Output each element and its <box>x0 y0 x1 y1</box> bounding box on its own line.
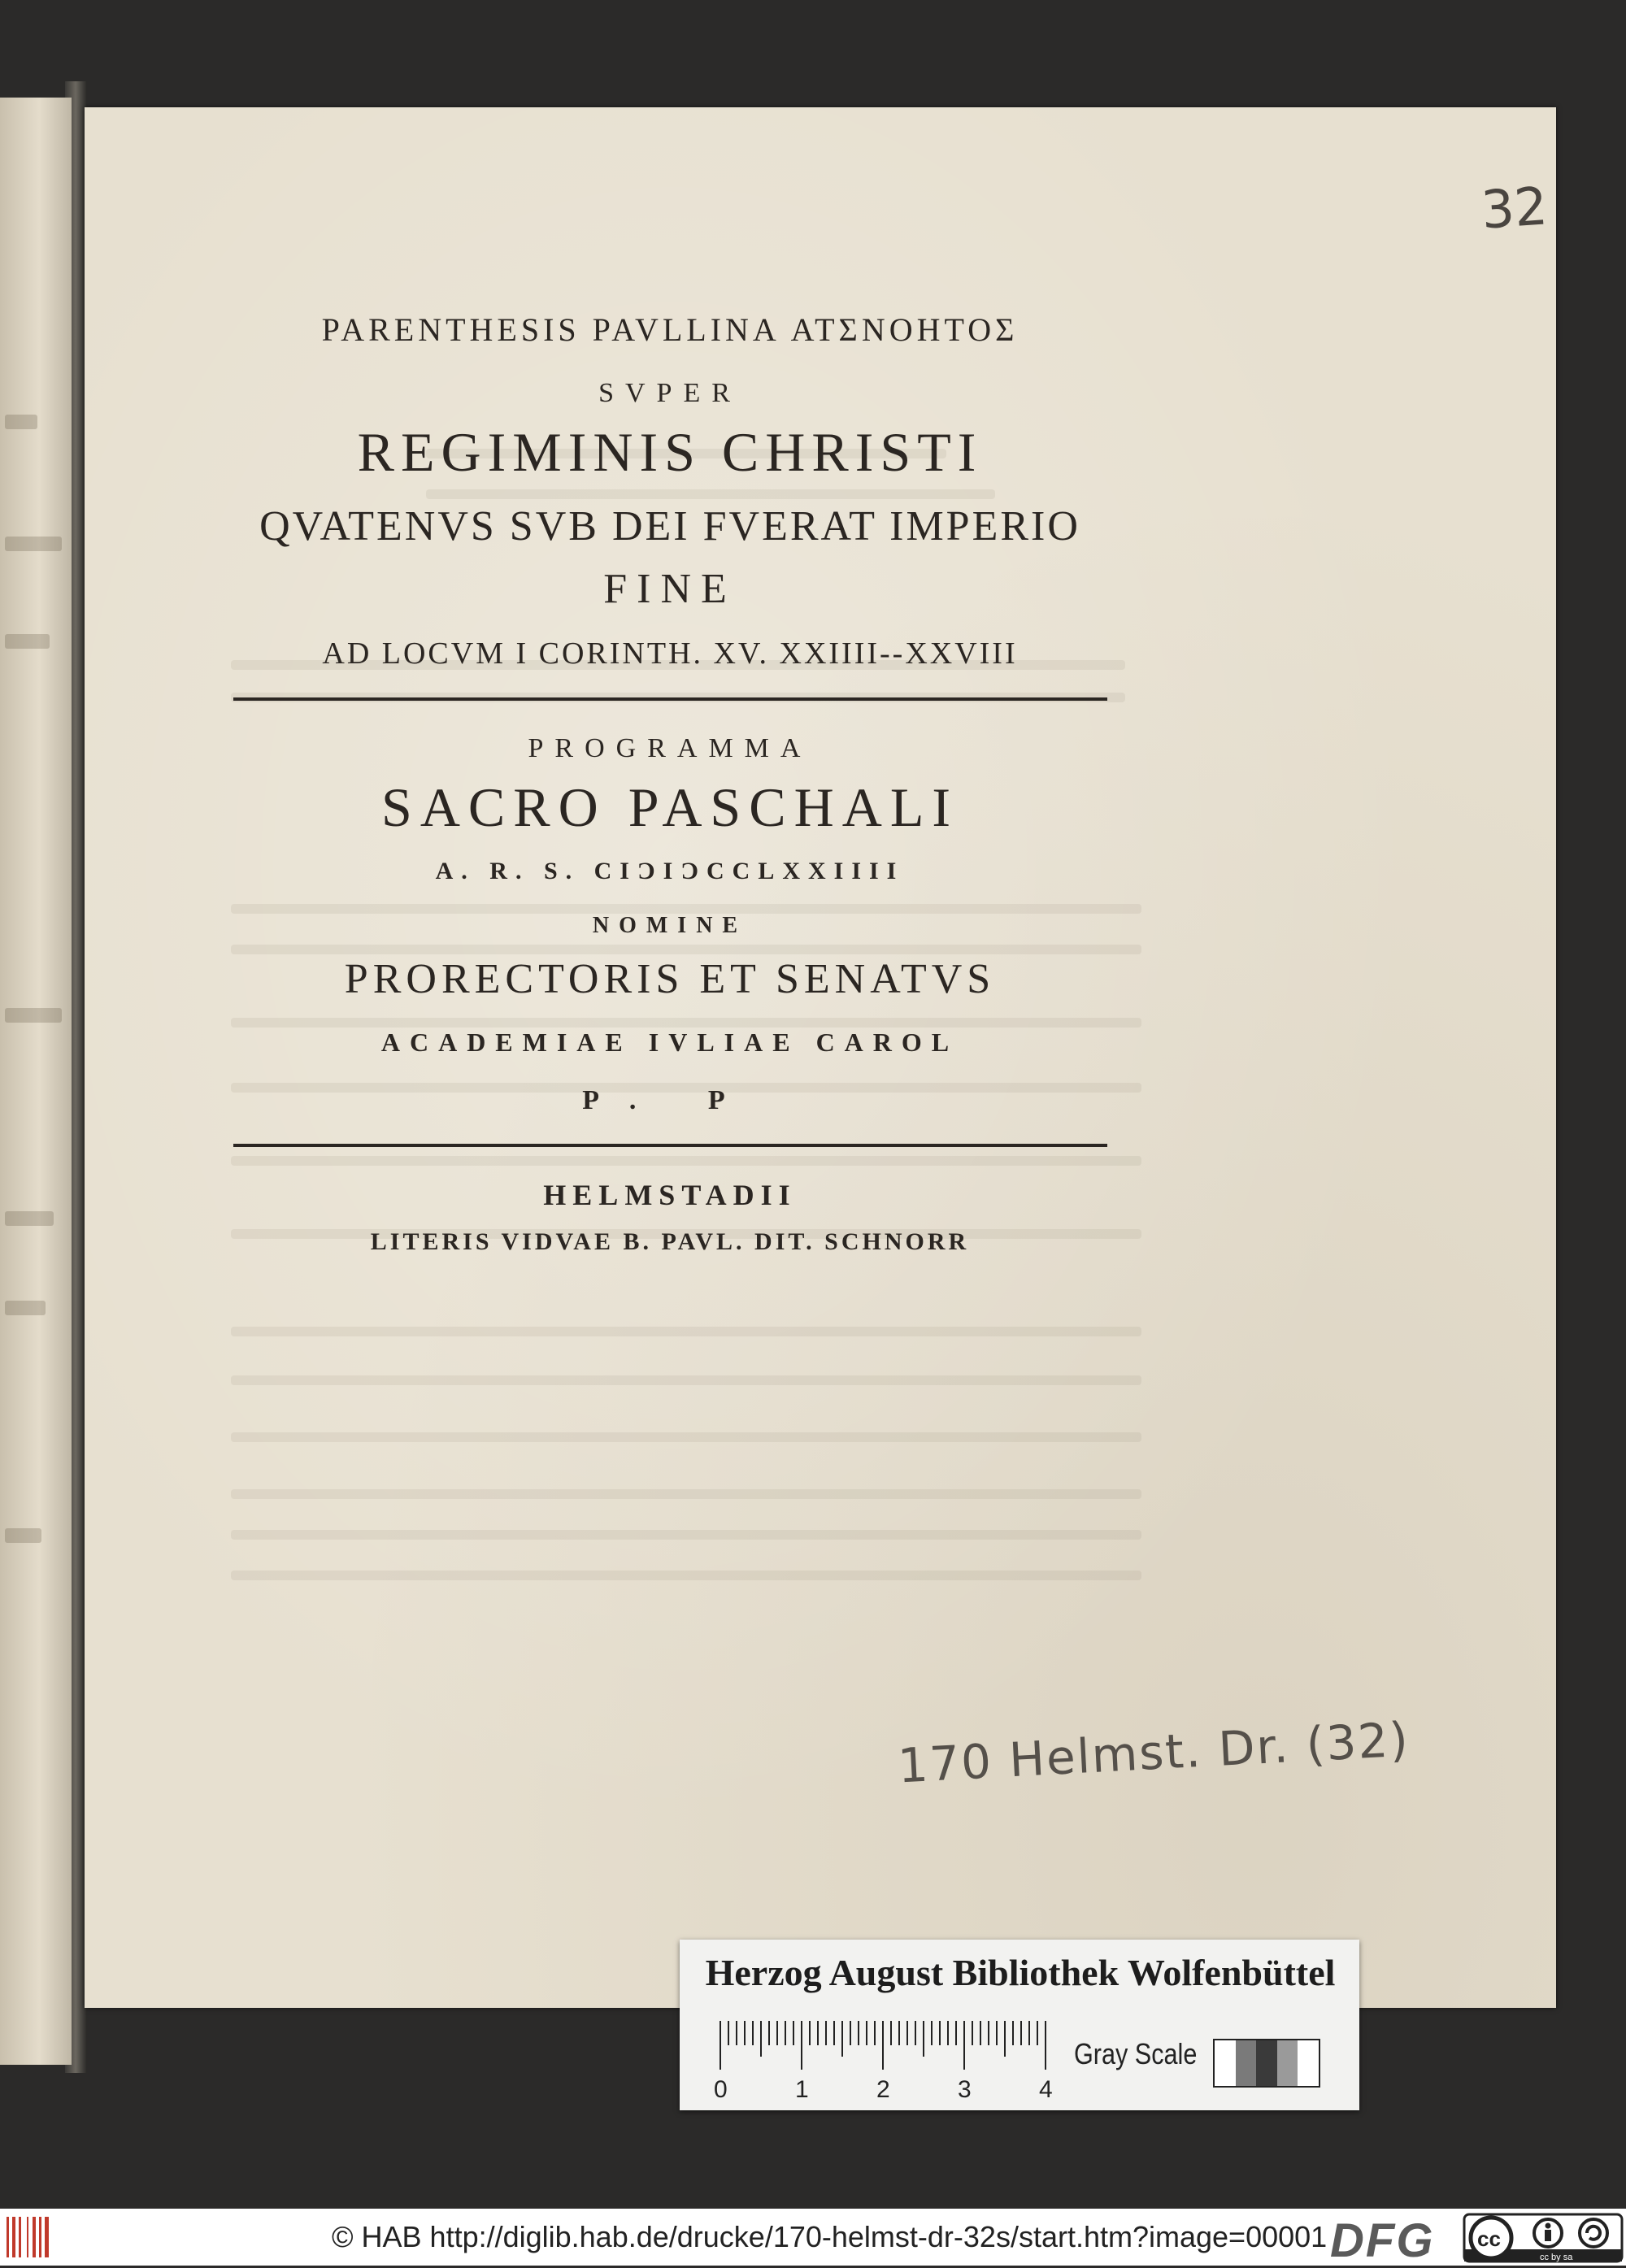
left-page-bleed <box>5 1528 41 1543</box>
barcode-bar <box>7 2217 9 2257</box>
barcode-icon <box>7 2217 65 2257</box>
barcode-bar <box>19 2217 21 2257</box>
imprint-line: HELMSTADII <box>543 1179 797 1211</box>
title-line: AD LOCVM I CORINTH. XV. XXIIII--XXVIII <box>322 637 1018 671</box>
title-line: PARENTHESIS PAVLLINA ΑΤΣΝΟΗΤΟΣ <box>321 311 1019 348</box>
color-target-card <box>680 1940 1359 2110</box>
footer-bar <box>0 2209 1626 2266</box>
bleed-through <box>231 1530 1141 1540</box>
barcode-bar <box>45 2217 49 2257</box>
barcode-bar <box>39 2217 41 2257</box>
horizontal-rule <box>233 697 1107 701</box>
gray-swatch <box>1215 2040 1236 2086</box>
cc-license-icon <box>1463 2214 1623 2262</box>
bleed-through <box>231 1375 1141 1385</box>
ruler-number: 3 <box>958 2076 972 2103</box>
svg-text:cc: cc <box>1477 2227 1501 2251</box>
left-page-bleed <box>5 1211 54 1226</box>
title-line: REGIMINIS CHRISTI <box>357 421 983 483</box>
ruler-number: 4 <box>1039 2076 1053 2103</box>
title-page <box>85 107 1556 2008</box>
gray-swatch <box>1236 2040 1257 2086</box>
left-page-bleed <box>5 634 50 649</box>
license-text: cc by sa <box>1540 2253 1573 2262</box>
ruler-number: 1 <box>795 2076 809 2103</box>
imprint-line: LITERIS VIDVAE B. PAVL. DIT. SCHNORR <box>370 1228 970 1255</box>
title-line: QVATENVS SVB DEI FVERAT IMPERIO <box>259 503 1080 550</box>
ruler-number: 0 <box>714 2076 728 2103</box>
left-page-bleed <box>5 1008 62 1023</box>
title-line: P. P <box>582 1085 758 1115</box>
title-line: PROGRAMMA <box>528 733 812 763</box>
gray-swatch <box>1256 2040 1277 2086</box>
target-title: Herzog August Bibliothek Wolfenbüttel <box>705 1952 1336 1993</box>
barcode-bar <box>27 2217 28 2257</box>
gray-scale-label: Gray Scale <box>1074 2037 1198 2070</box>
ruler-number: 2 <box>876 2076 890 2103</box>
title-line: SACRO PASCHALI <box>381 776 959 838</box>
title-line: A. R. S. CIƆIƆCCLXXIIII <box>435 858 905 884</box>
title-line: FINE <box>603 566 737 612</box>
gray-swatch <box>1277 2040 1298 2086</box>
title-line: SVPER <box>598 378 741 408</box>
left-page-bleed <box>5 415 37 429</box>
left-page-bleed <box>5 537 62 551</box>
gray-scale-swatches <box>1213 2039 1320 2088</box>
bleed-through <box>231 1571 1141 1580</box>
bleed-through <box>231 1489 1141 1499</box>
left-page-edge <box>0 98 72 2065</box>
footer-credit[interactable]: © HAB http://diglib.hab.de/drucke/170-helmst-dr-32s/start.htm?image=00001 <box>332 2220 1328 2253</box>
handwritten-signature: 170 Helmst. Dr. (32) <box>896 1711 1411 1794</box>
gray-swatch <box>1298 2040 1319 2086</box>
title-block <box>215 311 1125 1256</box>
title-line: ACADEMIAE IVLIAE CAROL <box>380 1028 959 1057</box>
dfg-logo: DFG <box>1330 2214 1435 2267</box>
barcode-bar <box>33 2217 36 2257</box>
horizontal-rule <box>233 1144 1107 1147</box>
title-line: NOMINE <box>592 913 748 938</box>
bleed-through <box>231 1327 1141 1336</box>
shelfmark-number: 32 <box>1479 176 1550 241</box>
title-line: PRORECTORIS ET SENATVS <box>344 956 996 1002</box>
ruler-scale <box>714 2013 1067 2103</box>
barcode-bar <box>12 2217 15 2257</box>
bleed-through <box>231 1432 1141 1442</box>
left-page-bleed <box>5 1301 46 1315</box>
